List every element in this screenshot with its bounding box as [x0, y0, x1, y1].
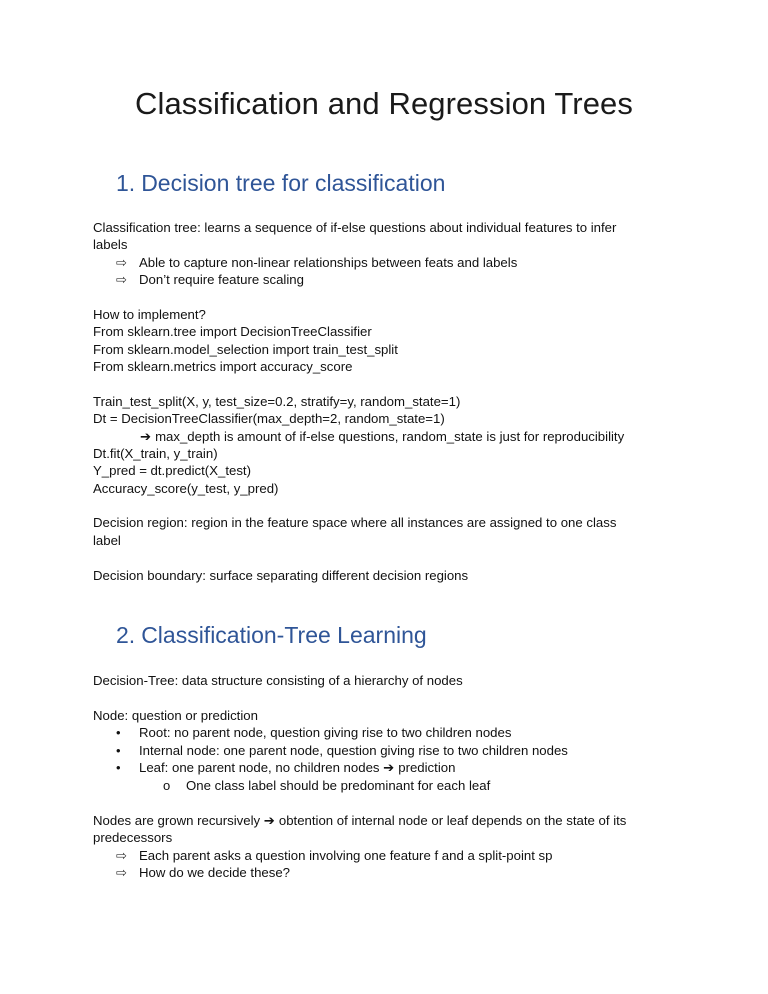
bullet-icon: •: [116, 760, 121, 775]
paragraph-line: Nodes are grown recursively ➔ obtention of internal node or leaf depends on the state of its: [93, 813, 627, 828]
hollow-arrow-icon: ⇨: [116, 865, 128, 880]
paragraph-line: labels: [93, 237, 128, 252]
paragraph-line: How to implement?: [93, 307, 206, 322]
hollow-arrow-icon: ⇨: [116, 255, 128, 270]
note-line: ➔ max_depth is amount of if-else questions, random_state is just for reproducibility: [140, 429, 625, 444]
code-line: From sklearn.model_selection import train_test_split: [93, 342, 398, 357]
list-item: • Root: no parent node, question giving rise to two children nodes: [116, 725, 512, 740]
paragraph-line: label: [93, 533, 121, 548]
paragraph-line: predecessors: [93, 830, 173, 845]
document-title: Classification and Regression Trees: [134, 86, 634, 121]
code-line: Dt = DecisionTreeClassifier(max_depth=2, random_state=1): [93, 411, 445, 426]
code-line: From sklearn.tree import DecisionTreeClassifier: [93, 324, 372, 339]
section-1-heading: [116, 170, 445, 197]
section-2-heading: [116, 622, 427, 649]
hollow-arrow-icon: ⇨: [116, 272, 128, 287]
arrow-icon: ➔: [263, 813, 275, 828]
paragraph-line: Decision region: region in the feature space where all instances are assigned to one class: [93, 515, 617, 530]
paragraph-line: Decision-Tree: data structure consisting of a hierarchy of nodes: [93, 673, 463, 688]
section-number: 1.: [116, 170, 136, 196]
list-item: ⇨ Don’t require feature scaling: [116, 272, 304, 287]
section-title: Classification-Tree Learning: [141, 622, 427, 648]
code-line: Train_test_split(X, y, test_size=0.2, stratify=y, random_state=1): [93, 394, 461, 409]
code-line: Y_pred = dt.predict(X_test): [93, 463, 251, 478]
list-item: ⇨ Able to capture non-linear relationships between feats and labels: [116, 255, 518, 270]
arrow-icon: ➔: [383, 760, 395, 775]
list-item: ⇨ Each parent asks a question involving one feature f and a split-point sp: [116, 848, 553, 863]
list-item: • Internal node: one parent node, question giving rise to two children nodes: [116, 743, 568, 758]
list-item: • Leaf: one parent node, no children nodes ➔ prediction: [116, 760, 456, 775]
paragraph-line: Classification tree: learns a sequence of if-else questions about individual features to infer: [93, 220, 617, 235]
list-item: ⇨ How do we decide these?: [116, 865, 291, 880]
circle-bullet-icon: o: [163, 778, 171, 793]
paragraph-line: Node: question or prediction: [93, 708, 258, 723]
paragraph-line: Decision boundary: surface separating different decision regions: [93, 568, 469, 583]
hollow-arrow-icon: ⇨: [116, 848, 128, 863]
arrow-icon: ➔: [140, 429, 152, 444]
bullet-icon: •: [116, 725, 121, 740]
code-line: Dt.fit(X_train, y_train): [93, 446, 218, 461]
sub-list-item: o One class label should be predominant for each leaf: [163, 778, 491, 793]
section-title: Decision tree for classification: [141, 170, 446, 196]
code-line: Accuracy_score(y_test, y_pred): [93, 481, 279, 496]
code-line: From sklearn.metrics import accuracy_score: [93, 359, 353, 374]
section-number: 2.: [116, 622, 136, 648]
bullet-icon: •: [116, 743, 121, 758]
